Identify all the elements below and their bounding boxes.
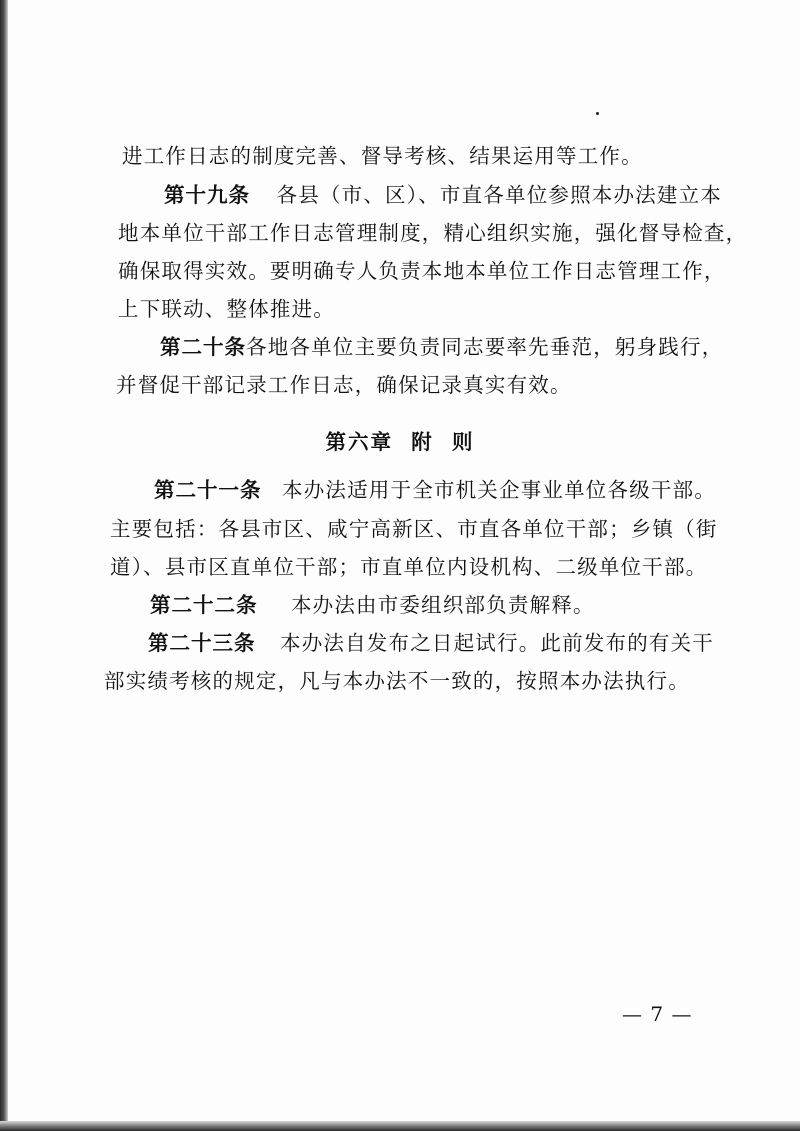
scan-speck: [596, 112, 599, 115]
text-line: [118, 219, 748, 247]
article-label: 第二十二条: [150, 593, 258, 617]
article-19-first-line: [164, 181, 722, 209]
line-text: 本办法自发布之日起试行。此前发布的有关干: [280, 631, 714, 655]
line-text: 各县（市、区）、市直各单位参照本办法建立本: [276, 183, 722, 207]
text-line: [110, 553, 707, 581]
article-23-first-line: [148, 629, 714, 657]
line-text: 各地各单位主要负责同志要率先垂范，躬身践行，: [246, 335, 724, 359]
line-text: 本办法适用于全市机关企事业单位各级干部。: [282, 478, 716, 502]
chapter-title: 第六章 附 则: [325, 430, 475, 454]
article-22-line: [150, 591, 595, 619]
line-text: 部实绩考核的规定，凡与本办法不一致的，按照本办法执行。: [104, 669, 690, 693]
scan-bottom-edge: [0, 1121, 800, 1131]
article-20-first-line: [160, 333, 722, 361]
article-label: 第二十三条: [148, 631, 256, 655]
line-text: 本办法由市委组织部负责解释。: [290, 593, 595, 617]
text-line: [104, 667, 690, 695]
article-label: 第二十一条: [154, 478, 262, 502]
article-label: 第二十条: [160, 335, 246, 359]
text-line: [122, 142, 643, 170]
line-text: 并督促干部记录工作日志，确保记录真实有效。: [116, 373, 572, 397]
article-label: 第十九条: [164, 183, 250, 207]
line-text: 主要包括：各县市区、咸宁高新区、市直各单位干部；乡镇（街: [110, 517, 718, 541]
line-text: 上下联动、整体推进。: [118, 297, 335, 321]
line-text: 进工作日志的制度完善、督导考核、结果运用等工作。: [122, 144, 643, 168]
line-text: 地本单位干部工作日志管理制度，精心组织实施，强化督导检查，: [118, 221, 748, 245]
article-21-first-line: [154, 476, 716, 504]
line-text: 道）、县市区直单位干部；市直单位内设机构、二级单位干部。: [110, 555, 708, 579]
scan-left-edge: [0, 0, 8, 1131]
text-line: [110, 515, 718, 543]
text-line: [118, 257, 726, 285]
page-number: — 7 —: [622, 1002, 693, 1026]
text-line: [116, 371, 572, 399]
line-text: 确保取得实效。要明确专人负责本地本单位工作日志管理工作，: [118, 259, 726, 283]
text-line: [118, 295, 335, 323]
